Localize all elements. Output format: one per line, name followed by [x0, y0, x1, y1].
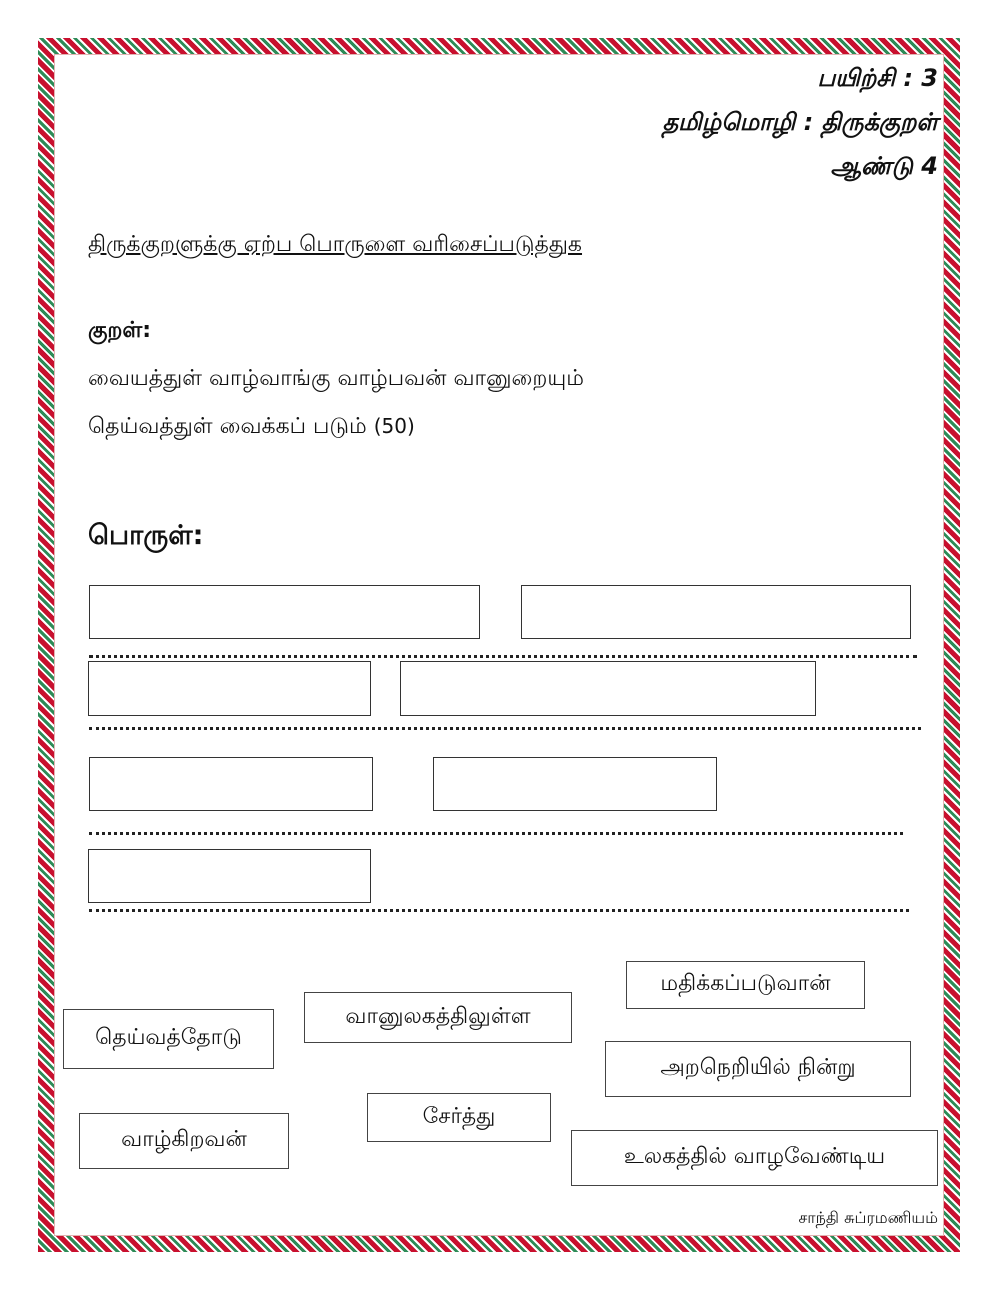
kural-line-2: [88, 414, 415, 442]
tile-mathikkappaduvan[interactable]: மதிக்கப்படுவான்: [626, 961, 865, 1009]
dotted-line: [89, 832, 903, 835]
subject-title: தமிழ்மொழி : திருக்குறள்: [662, 108, 938, 136]
kural-line-2-text: தெய்வத்துள் வைக்கப் படும்: [88, 414, 367, 439]
kural-line-1: வையத்துள் வாழ்வாங்கு வாழ்பவன் வானுறையும்: [88, 366, 584, 391]
porul-label: பொருள்:: [88, 520, 204, 551]
tile-vazhgiravan[interactable]: வாழ்கிறவன்: [79, 1113, 289, 1169]
tile-vanulagaththilulla[interactable]: வானுலகத்திலுள்ள: [304, 992, 572, 1043]
drop-slot-2[interactable]: [521, 585, 911, 639]
tile-theivaththodu[interactable]: தெய்வத்தோடு: [63, 1009, 274, 1069]
tile-serththu[interactable]: சேர்த்து: [367, 1093, 551, 1142]
tile-araneriyil-ninru[interactable]: அறநெறியில் நின்று: [605, 1041, 911, 1097]
tile-ulagaththil-vazhavendiya[interactable]: உலகத்தில் வாழவேண்டிய: [571, 1130, 938, 1186]
drop-slot-3[interactable]: [88, 661, 371, 716]
exercise-number: பயிற்சி : 3: [817, 64, 938, 92]
drop-slot-7[interactable]: [88, 849, 371, 903]
dotted-line: [89, 909, 909, 912]
drop-slot-5[interactable]: [89, 757, 373, 811]
instruction-text: திருக்குறளுக்கு ஏற்ப பொருளை வரிசைப்படுத்துக: [88, 232, 583, 257]
kural-number: (50): [373, 414, 415, 438]
drop-slot-6[interactable]: [433, 757, 717, 811]
drop-slot-4[interactable]: [400, 661, 816, 716]
author-credit: சாந்தி சுப்ரமணியம்: [798, 1208, 938, 1227]
dotted-line: [89, 655, 917, 658]
drop-slot-1[interactable]: [89, 585, 480, 639]
dotted-line: [89, 727, 921, 730]
year-level: ஆண்டு 4: [830, 152, 938, 180]
kural-label: குறள்:: [88, 318, 152, 343]
